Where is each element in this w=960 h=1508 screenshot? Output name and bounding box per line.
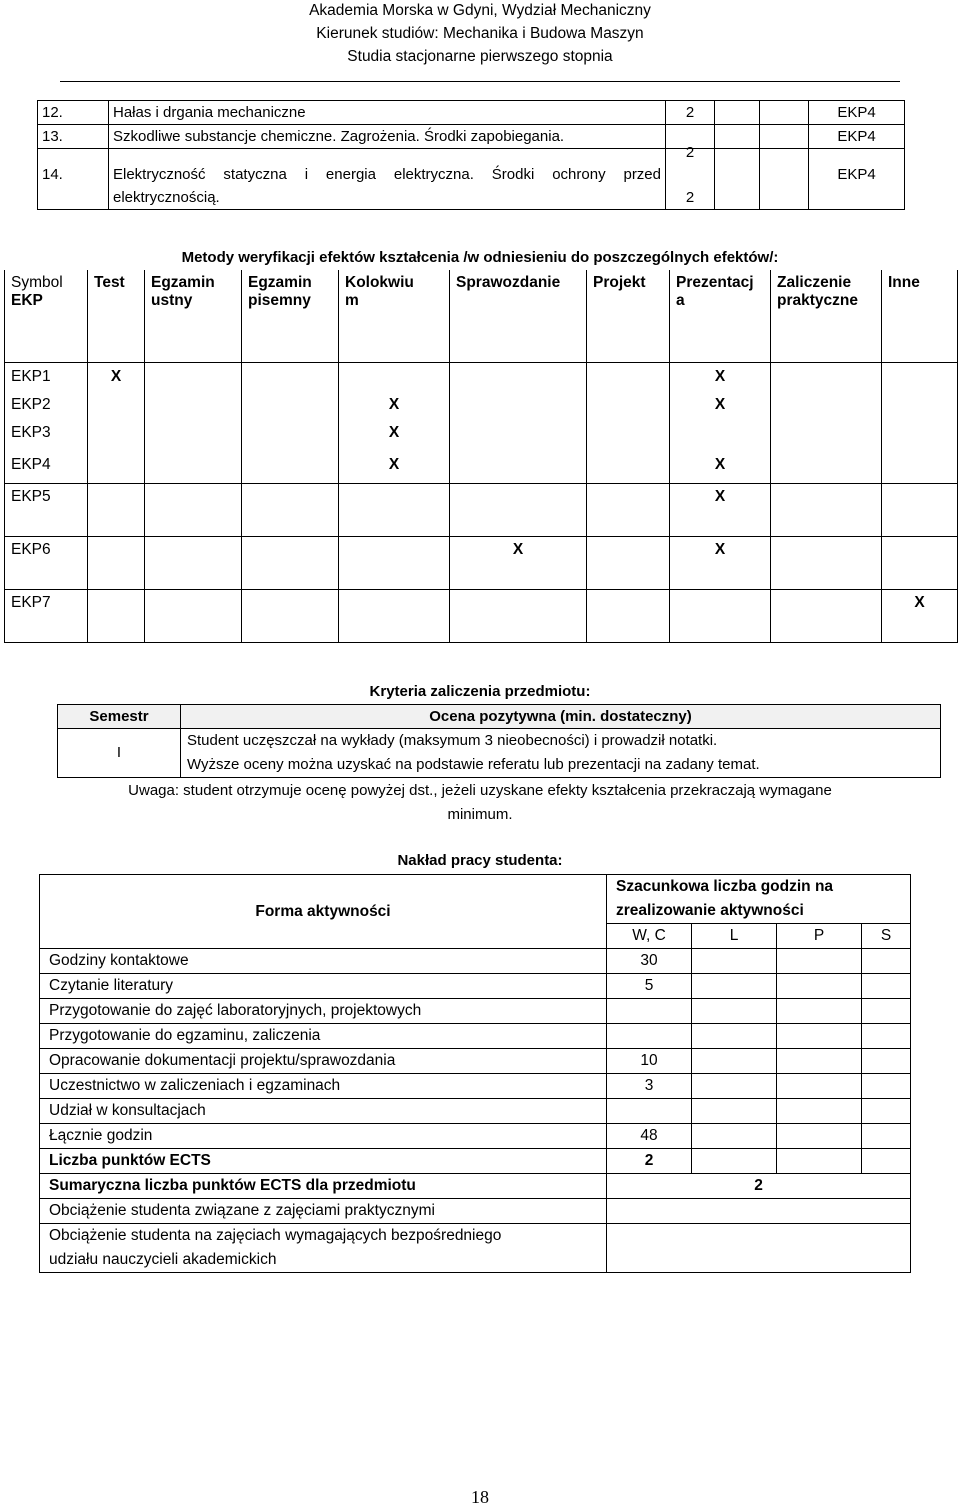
mark-cell: X — [339, 419, 450, 447]
topic-ekp: EKP4 — [809, 101, 905, 125]
activity-label: Przygotowanie do zajęć laboratoryjnych, projektowych — [40, 999, 607, 1024]
table-row — [40, 974, 911, 999]
semester-value: I — [58, 729, 181, 778]
col-s: S — [862, 924, 911, 949]
topic-hours: 2 — [666, 101, 715, 125]
row-symbol: EKP3 — [5, 419, 88, 447]
activity-total — [607, 1199, 911, 1224]
activity-label: Czytanie literatury — [40, 974, 607, 999]
header-project: Projekt — [587, 270, 670, 363]
header-line-3: Studia stacjonarne pierwszego stopnia — [347, 48, 613, 65]
activity-label: Sumaryczna liczba punktów ECTS dla przedmiotu — [40, 1174, 607, 1199]
methods-title: Metody weryfikacji efektów kształcenia /w odniesieniu do poszczególnych efektów/: — [181, 249, 779, 266]
methods-header-row — [5, 270, 958, 363]
row-symbol: EKP5 — [5, 483, 88, 536]
mark-cell: X — [339, 447, 450, 483]
workload-header-row — [40, 875, 911, 924]
activity-label: Liczba punktów ECTS — [40, 1149, 607, 1174]
activity-wc: 48 — [607, 1124, 692, 1149]
table-row — [5, 536, 958, 589]
activity-wc — [607, 999, 692, 1024]
header-report: Sprawozdanie — [450, 270, 587, 363]
mark-cell: X — [670, 536, 771, 589]
table-row — [58, 729, 941, 778]
row-symbol: EKP2 — [5, 391, 88, 419]
header-line-1: Akademia Morska w Gdyni, Wydział Mechaniczny — [309, 2, 651, 19]
table-row — [40, 1224, 911, 1273]
activity-wc: 10 — [607, 1049, 692, 1074]
topic-ekp: EKP4 — [809, 149, 905, 210]
criteria-text: Student uczęszczał na wykłady (maksymum 3 nieobecności) i prowadził notatki. Wyższe oceny można uzyskać na podstawie referatu lub prezentacji na zadany temat. — [181, 729, 941, 778]
row-symbol: EKP4 — [5, 447, 88, 483]
col-p: P — [777, 924, 862, 949]
table-row — [40, 1099, 911, 1124]
header-presentation: Prezentacj a — [670, 270, 771, 363]
topic-ekp: EKP4 — [809, 125, 905, 149]
header-practical: Zaliczenie praktyczne — [771, 270, 882, 363]
table-row — [38, 149, 905, 210]
criteria-table — [57, 704, 941, 778]
mark-cell: X — [882, 589, 958, 642]
col-l: L — [692, 924, 777, 949]
table-row — [5, 391, 958, 419]
table-row — [40, 1124, 911, 1149]
criteria-note: Uwaga: student otrzymuje ocenę powyżej dst., jeżeli uzyskane efekty kształcenia przekraczają wymagane minimum. — [128, 782, 832, 823]
activity-label: Łącznie godzin — [40, 1124, 607, 1149]
activity-total: 2 — [607, 1174, 911, 1199]
mark-cell: X — [670, 391, 771, 419]
semester-header: Semestr — [58, 705, 181, 729]
activity-label: Uczestnictwo w zaliczeniach i egzaminach — [40, 1074, 607, 1099]
table-row — [38, 101, 905, 125]
activity-label: Godziny kontaktowe — [40, 949, 607, 974]
activity-wc — [607, 1099, 692, 1124]
table-row — [40, 1199, 911, 1224]
topic-empty — [715, 149, 760, 210]
mark-cell: X — [670, 363, 771, 392]
grade-header: Ocena pozytywna (min. dostateczny) — [181, 705, 941, 729]
header-rule — [60, 81, 900, 82]
topic-title: Szkodliwe substancje chemiczne. Zagrożenia. Środki zapobiegania. — [109, 125, 666, 149]
table-row — [40, 999, 911, 1024]
mark-cell: X — [450, 536, 587, 589]
table-row — [40, 1149, 911, 1174]
row-symbol: EKP1 — [5, 363, 88, 392]
table-row — [5, 363, 958, 392]
activity-wc: 30 — [607, 949, 692, 974]
activity-wc: 2 — [607, 1149, 692, 1174]
table-row — [40, 1074, 911, 1099]
form-header: Forma aktywności — [40, 875, 607, 949]
table-row — [40, 949, 911, 974]
mark-cell: X — [88, 363, 145, 392]
topic-number: 13. — [38, 125, 109, 149]
topic-number: 12. — [38, 101, 109, 125]
topic-title: Elektryczność statyczna i energia elektryczna. Środki ochrony przed elektrycznością. — [109, 149, 666, 210]
header-colloquium: Kolokwiu m — [339, 270, 450, 363]
topic-title: Hałas i drgania mechaniczne — [109, 101, 666, 125]
table-row — [5, 447, 958, 483]
activity-label: Udział w konsultacjach — [40, 1099, 607, 1124]
activity-wc — [607, 1024, 692, 1049]
topic-number: 14. — [38, 149, 109, 210]
row-symbol: EKP6 — [5, 536, 88, 589]
topic-empty — [715, 125, 760, 149]
header-written-exam: Egzamin pisemny — [242, 270, 339, 363]
activity-label: Obciążenie studenta na zajęciach wymagających bezpośredniego udziału nauczycieli akademickich — [40, 1224, 607, 1273]
activity-total — [607, 1224, 911, 1273]
topics-table — [37, 100, 905, 210]
topic-empty — [760, 125, 809, 149]
header-symbol: Symbol EKP — [5, 270, 88, 363]
criteria-header-row — [58, 705, 941, 729]
workload-table — [39, 874, 911, 1273]
methods-table — [4, 270, 958, 643]
activity-label: Obciążenie studenta związane z zajęciami praktycznymi — [40, 1199, 607, 1224]
hours-header: Szacunkowa liczba godzin na zrealizowanie aktywności — [607, 875, 911, 924]
row-symbol: EKP7 — [5, 589, 88, 642]
mark-cell: X — [339, 391, 450, 419]
activity-wc: 5 — [607, 974, 692, 999]
topic-hours: 2 — [666, 149, 715, 210]
activity-wc: 3 — [607, 1074, 692, 1099]
topic-hours: 2 — [666, 125, 715, 149]
header-other: Inne — [882, 270, 958, 363]
header-line-2: Kierunek studiów: Mechanika i Budowa Maszyn — [316, 25, 644, 42]
table-row — [5, 589, 958, 642]
mark-cell: X — [670, 483, 771, 536]
header-oral-exam: Egzamin ustny — [145, 270, 242, 363]
mark-cell: X — [670, 447, 771, 483]
topic-empty — [715, 101, 760, 125]
col-wc: W, C — [607, 924, 692, 949]
table-row — [5, 419, 958, 447]
table-row — [38, 125, 905, 149]
header-test: Test — [88, 270, 145, 363]
table-row — [5, 483, 958, 536]
activity-label: Przygotowanie do egzaminu, zaliczenia — [40, 1024, 607, 1049]
topic-empty — [760, 149, 809, 210]
activity-label: Opracowanie dokumentacji projektu/sprawozdania — [40, 1049, 607, 1074]
topic-empty — [760, 101, 809, 125]
criteria-title: Kryteria zaliczenia przedmiotu: — [369, 683, 591, 700]
table-row — [40, 1024, 911, 1049]
table-row — [40, 1049, 911, 1074]
table-row — [40, 1174, 911, 1199]
workload-title: Nakład pracy studenta: — [397, 852, 563, 869]
page-number: 18 — [471, 1487, 489, 1507]
